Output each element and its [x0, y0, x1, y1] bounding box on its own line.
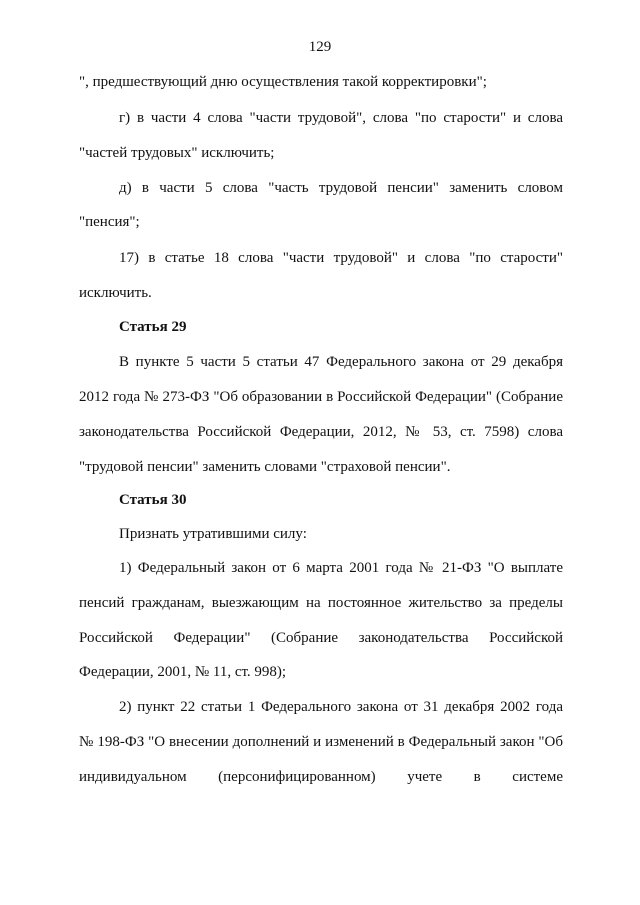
text-line: законодательства Российской Федерации, 2012, № 53, ст. 7598) слова — [79, 424, 563, 440]
text-line: г) в части 4 слова "части трудовой", слова "по старости" и слова — [119, 110, 563, 126]
text-line: "трудовой пенсии" заменить словами "страховой пенсии". — [79, 459, 451, 475]
article-heading: Статья 29 — [119, 319, 187, 335]
text-line: пенсий гражданам, выезжающим на постоянное жительство за пределы — [79, 595, 563, 611]
text-line: В пункте 5 части 5 статьи 47 Федерального закона от 29 декабря — [119, 354, 563, 370]
text-line: Признать утратившими силу: — [119, 526, 307, 542]
text-line: 2012 года № 273-ФЗ "Об образовании в Российской Федерации" (Собрание — [79, 389, 563, 405]
text-line: Федерации, 2001, № 11, ст. 998); — [79, 664, 287, 680]
article-heading: Статья 30 — [119, 492, 187, 508]
text-line: 17) в статье 18 слова "части трудовой" и слова "по старости" — [119, 250, 563, 266]
text-line: исключить. — [79, 285, 152, 301]
text-line: индивидуальном (персонифицированном) учете в системе — [79, 769, 563, 785]
text-line: "частей трудовых" исключить; — [79, 145, 275, 161]
page-number: 129 — [308, 39, 332, 55]
text-line: ", предшествующий дню осуществления такой корректировки"; — [79, 74, 487, 90]
text-line: д) в части 5 слова "часть трудовой пенсии" заменить словом — [119, 180, 563, 196]
text-line: № 198-ФЗ "О внесении дополнений и изменений в Федеральный закон "Об — [79, 734, 563, 750]
text-line: "пенсия"; — [79, 214, 140, 230]
text-line: 1) Федеральный закон от 6 марта 2001 года № 21-ФЗ "О выплате — [119, 560, 563, 576]
text-line: 2) пункт 22 статьи 1 Федерального закона от 31 декабря 2002 года — [119, 699, 563, 715]
text-line: Российской Федерации" (Собрание законодательства Российской — [79, 630, 563, 646]
